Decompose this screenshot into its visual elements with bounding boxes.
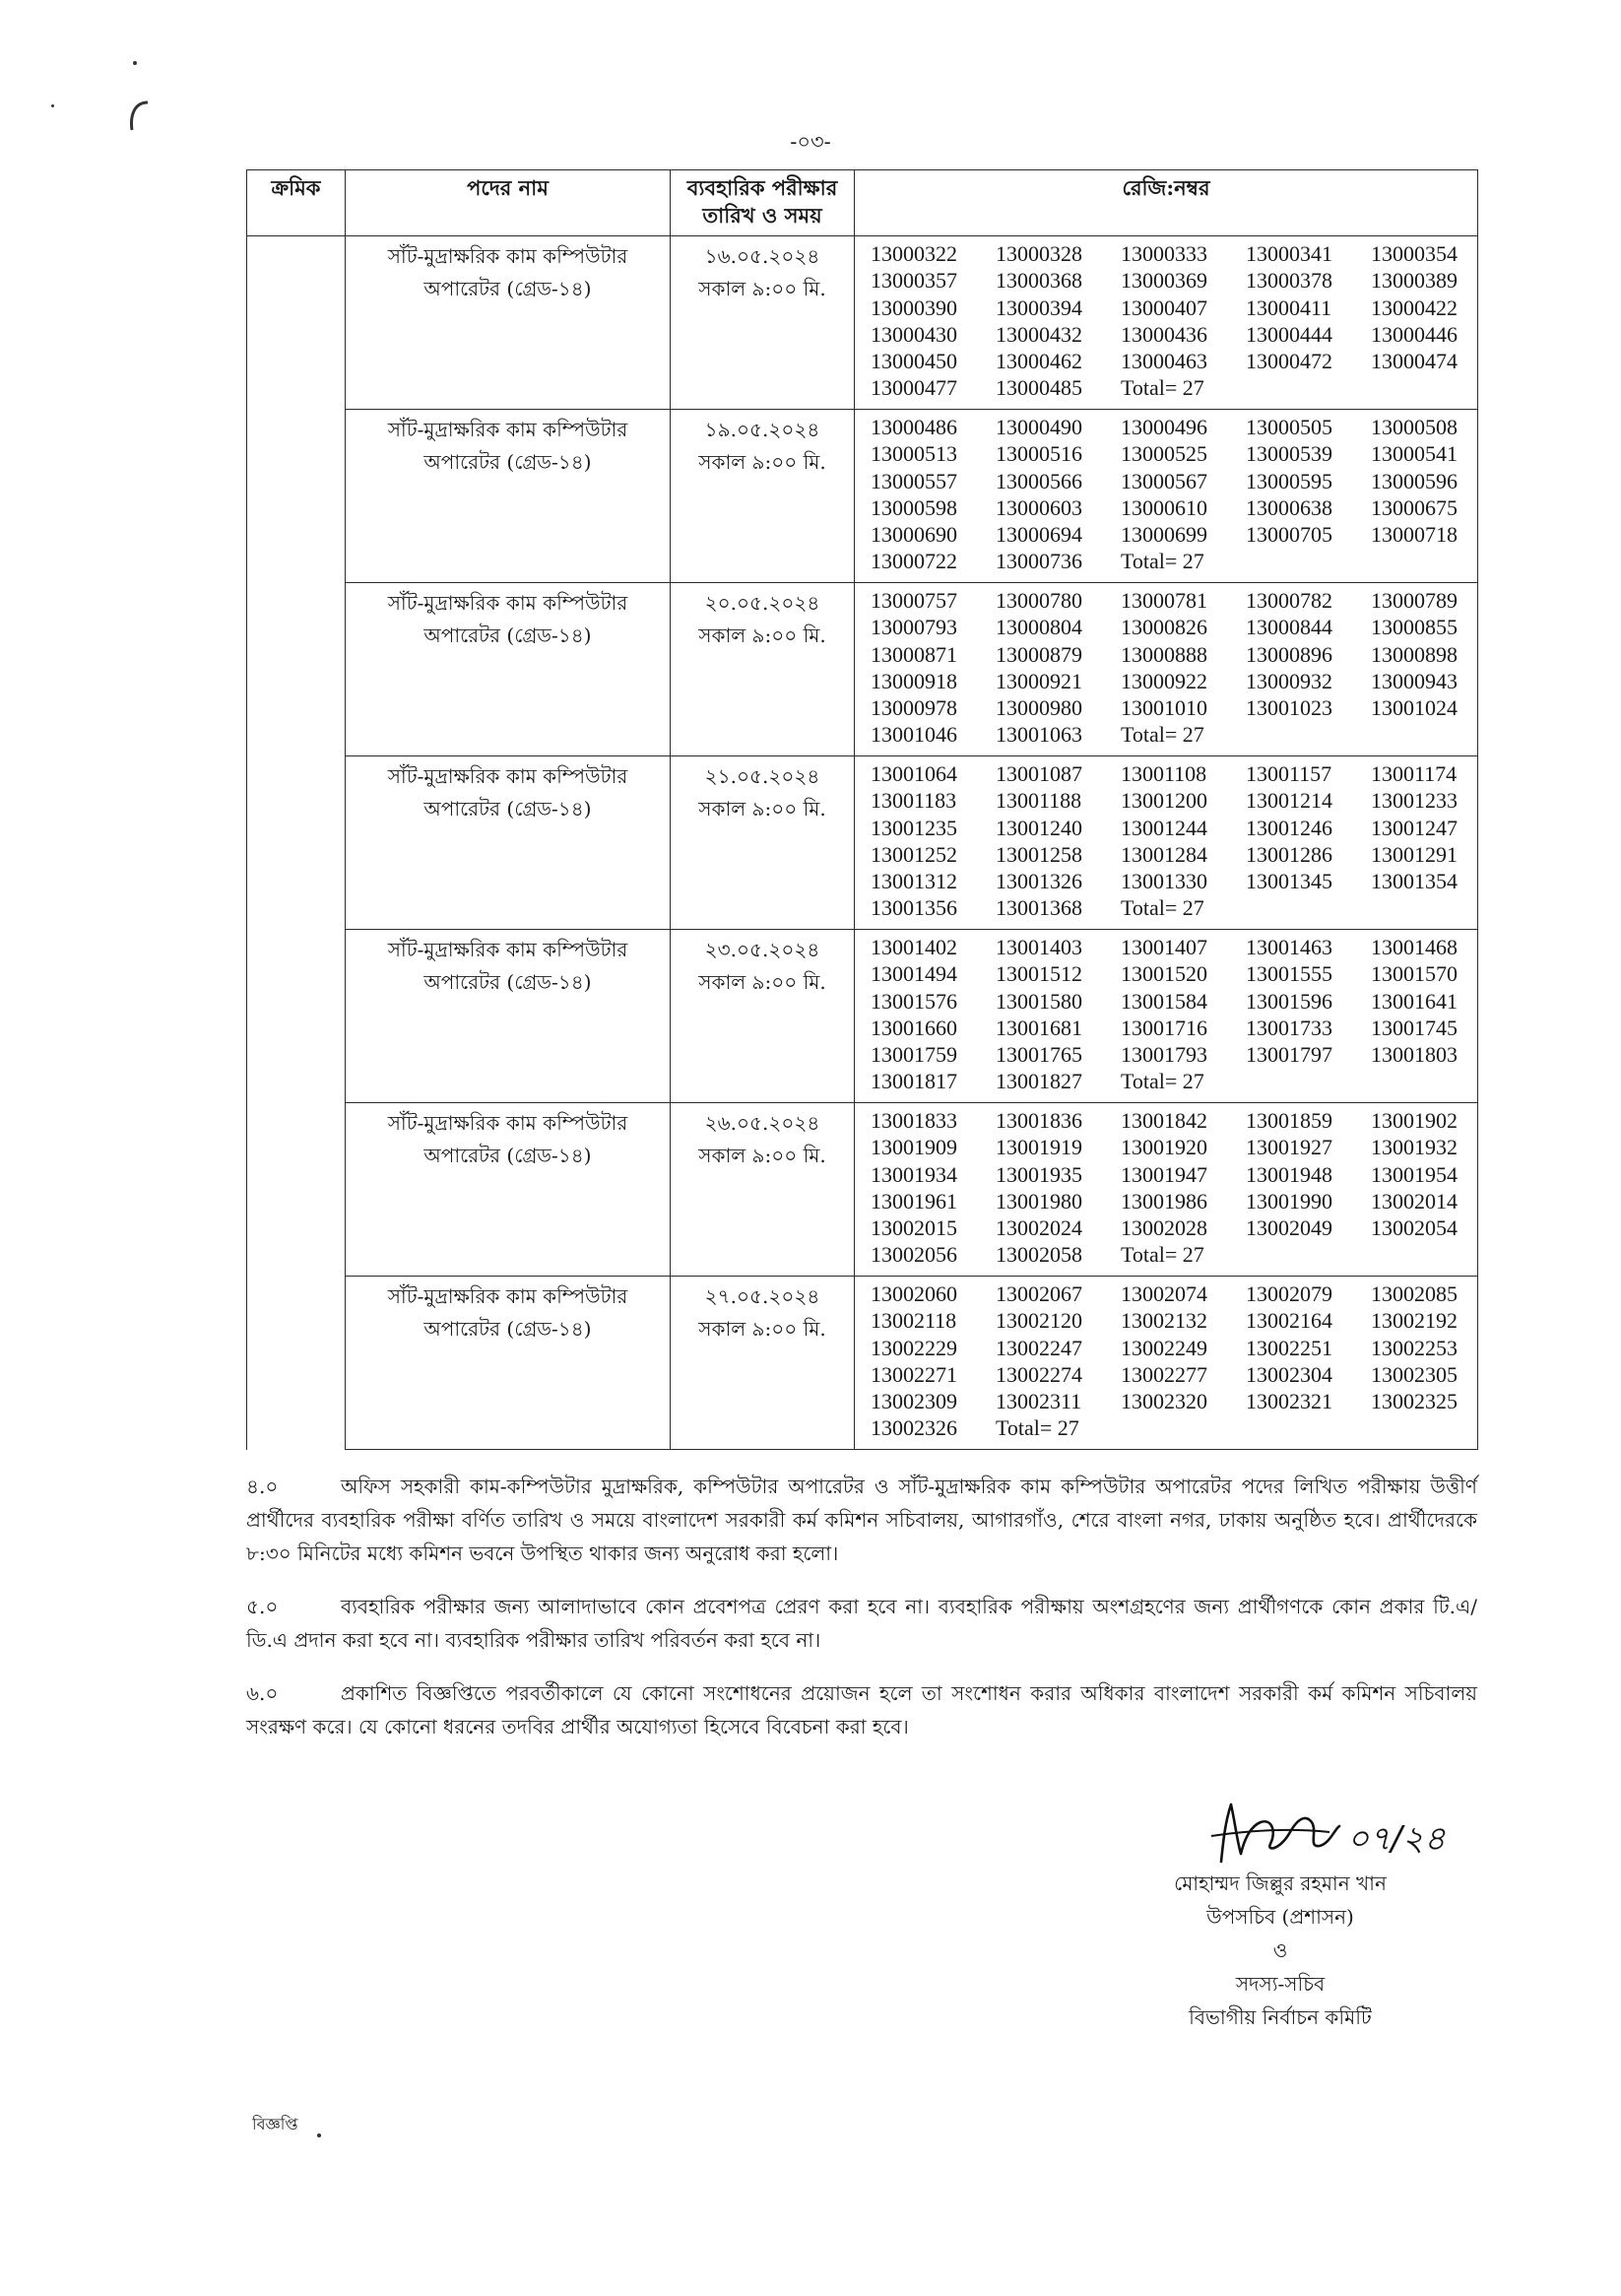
reg-number: 13002079 [1246, 1281, 1332, 1306]
reg-number: 13002271 [871, 1361, 957, 1387]
reg-number: 13001842 [1121, 1108, 1207, 1133]
reg-number: 13000539 [1246, 441, 1332, 467]
reg-number: 13000472 [1246, 349, 1332, 374]
reg-number: 13000394 [996, 295, 1082, 320]
reg-number: 13001252 [871, 841, 957, 867]
reg-number: 13001291 [1371, 841, 1458, 867]
reg-number: 13001246 [1246, 815, 1332, 840]
exam-date-cell [671, 930, 855, 1103]
exam-date-cell [671, 1277, 855, 1450]
signatory-block [1113, 1867, 1448, 2034]
reg-number: 13000888 [1121, 641, 1207, 667]
post-name-line: অপারেটর (গ্রেড-১৪) [423, 1144, 592, 1167]
reg-number: 13000918 [871, 668, 957, 693]
table-row [247, 236, 1478, 410]
table-row [247, 1103, 1478, 1277]
reg-number: 13000780 [996, 588, 1082, 613]
reg-number: 13000826 [1121, 615, 1207, 640]
reg-number: 13002253 [1371, 1335, 1458, 1360]
reg-number: 13001214 [1246, 788, 1332, 814]
signatory-designation: উপসচিব (প্রশাসন) [1206, 1905, 1354, 1929]
reg-number: 13000505 [1246, 415, 1332, 439]
reg-number-grid [855, 1107, 1477, 1269]
reg-number: 13000368 [996, 268, 1082, 294]
paragraph-6 [246, 1676, 1477, 1743]
header-date-line1: ব্যবহারিক পরীক্ষার [686, 175, 838, 200]
reg-number: 13002277 [1121, 1361, 1207, 1387]
reg-number: 13000446 [1371, 321, 1458, 347]
reg-number: 13001286 [1246, 841, 1332, 867]
signatory-name: মোহাম্মদ জিল্লুর রহমান খান [1174, 1871, 1387, 1895]
reg-number: 13000486 [871, 415, 957, 439]
reg-number: 13002321 [1246, 1389, 1332, 1414]
exam-date-cell [671, 583, 855, 756]
post-name-cell [346, 410, 671, 583]
reg-numbers-cell [855, 930, 1478, 1103]
reg-number: 13000333 [1121, 241, 1207, 266]
reg-number: 13000474 [1371, 349, 1458, 374]
reg-number: 13001948 [1246, 1161, 1332, 1187]
reg-number-grid [855, 240, 1477, 402]
header-post: পদের নাম [346, 170, 671, 236]
exam-date: ২৩.০৫.২০২৪ [704, 938, 820, 961]
post-name-cell [346, 1103, 671, 1277]
reg-number: 13000690 [871, 522, 957, 548]
reg-number-grid [855, 414, 1477, 575]
reg-number: 13001947 [1121, 1161, 1207, 1187]
reg-number: 13001803 [1371, 1042, 1458, 1068]
reg-number: 13000879 [996, 641, 1082, 667]
reg-number: 13000516 [996, 441, 1082, 467]
reg-numbers-cell [855, 410, 1478, 583]
reg-number: 13002309 [871, 1389, 957, 1414]
reg-number: 13001681 [996, 1015, 1082, 1040]
post-name-cell [346, 1277, 671, 1450]
reg-number: 13000477 [871, 375, 957, 401]
reg-number: 13001468 [1371, 935, 1458, 959]
reg-number-grid [855, 587, 1477, 749]
exam-date: ২৬.০৫.২০২৪ [704, 1111, 820, 1135]
reg-number: 13001580 [996, 988, 1082, 1014]
page-number: -০৩- [790, 130, 831, 154]
reg-number: 13000782 [1246, 588, 1332, 613]
reg-number: 13001284 [1121, 841, 1207, 867]
reg-number: 13001463 [1246, 935, 1332, 959]
reg-number: 13000328 [996, 241, 1082, 266]
reg-number: 13001087 [996, 761, 1082, 786]
reg-number: 13000598 [871, 494, 957, 520]
post-name-line: অপারেটর (গ্রেড-১৪) [423, 277, 592, 300]
reg-number: 13000508 [1371, 415, 1458, 439]
reg-number: 13000610 [1121, 494, 1207, 520]
reg-number: 13000369 [1121, 268, 1207, 294]
reg-number: 13000462 [996, 349, 1082, 374]
reg-number: 13001520 [1121, 961, 1207, 987]
reg-number-grid [855, 1280, 1477, 1442]
post-name-line: সাঁট-মুদ্রাক্ষরিক কাম কম্পিউটার [387, 938, 628, 961]
reg-number: 13002085 [1371, 1281, 1458, 1306]
reg-number: 13001183 [871, 788, 957, 814]
reg-number: 13001954 [1371, 1161, 1458, 1187]
notes-section [246, 1470, 1477, 1763]
paragraph-4 [246, 1470, 1477, 1570]
post-name-line: অপারেটর (গ্রেড-১৪) [423, 1317, 592, 1341]
paragraph-5 [246, 1590, 1477, 1657]
reg-number: 13000513 [871, 441, 957, 467]
reg-number: 13001980 [996, 1188, 1082, 1214]
post-name-line: অপারেটর (গ্রেড-১৪) [423, 450, 592, 474]
reg-number: 13000722 [871, 549, 957, 574]
reg-number: 13002060 [871, 1281, 957, 1306]
reg-number: 13000921 [996, 668, 1082, 693]
reg-number: 13001046 [871, 722, 957, 748]
table-row [247, 410, 1478, 583]
reg-number: 13000793 [871, 615, 957, 640]
header-date-line2: তারিখ ও সময় [702, 203, 822, 229]
reg-number: 13000932 [1246, 668, 1332, 693]
post-name-cell [346, 583, 671, 756]
exam-date: ১৬.০৫.২০২৪ [704, 244, 820, 268]
reg-number: 13000490 [996, 415, 1082, 439]
reg-number: 13000422 [1371, 295, 1458, 320]
reg-number: 13001188 [996, 788, 1082, 814]
reg-number: 13001174 [1371, 761, 1458, 786]
reg-number: 13002305 [1371, 1361, 1458, 1387]
post-name-cell [346, 930, 671, 1103]
reg-number: 13001330 [1121, 869, 1207, 894]
reg-number: 13000450 [871, 349, 957, 374]
exam-date-cell [671, 756, 855, 930]
post-name-line: অপারেটর (গ্রেড-১৪) [423, 970, 592, 994]
reg-number: 13000603 [996, 494, 1082, 520]
table-row [247, 930, 1478, 1103]
reg-number-grid [855, 760, 1477, 922]
reg-number: 13000757 [871, 588, 957, 613]
reg-number: 13002229 [871, 1335, 957, 1360]
header-serial: ক্রমিক [247, 170, 346, 236]
reg-number: 13000444 [1246, 321, 1332, 347]
reg-number: 13000844 [1246, 615, 1332, 640]
exam-time: সকাল ৯:০০ মি. [698, 1144, 826, 1167]
post-name-cell [346, 756, 671, 930]
exam-time: সকাল ৯:০০ মি. [698, 797, 826, 820]
reg-number: 13001258 [996, 841, 1082, 867]
reg-number: 13002074 [1121, 1281, 1207, 1306]
reg-number: 13001010 [1121, 695, 1207, 721]
reg-number: 13001402 [871, 935, 957, 959]
reg-number: 13001859 [1246, 1108, 1332, 1133]
reg-number: 13001827 [996, 1069, 1082, 1094]
post-name-line: সাঁট-মুদ্রাক্ষরিক কাম কম্পিউটার [387, 591, 628, 615]
reg-number: 13000922 [1121, 668, 1207, 693]
reg-number: 13001836 [996, 1108, 1082, 1133]
reg-numbers-cell [855, 583, 1478, 756]
reg-number: 13001024 [1371, 695, 1458, 721]
reg-number: 13002325 [1371, 1389, 1458, 1414]
reg-number: 13000736 [996, 549, 1082, 574]
exam-date: ২০.০৫.২০২৪ [704, 591, 820, 615]
reg-number: 13000341 [1246, 241, 1332, 266]
exam-time: সকাল ৯:০০ মি. [698, 450, 826, 474]
reg-number: 13001108 [1121, 761, 1207, 786]
paragraph-text: অফিস সহকারী কাম-কম্পিউটার মুদ্রাক্ষরিক, কম্পিউটার অপারেটর ও সাঁট-মুদ্রাক্ষরিক কাম কম্পিউটার অপারেটর পদের লিখিত পরীক্ষায় উত্তীর্ণ প্রার্থীদের ব্যবহারিক পরীক্ষা বর্ণিত তারিখ ও সময়ে বাংলাদেশ সরকারী কর্ম কমিশন সচিবালয়, আগারগাঁও, শেরে বাংলা নগর, ঢাকায় অনুষ্ঠিত হবে। প্রার্থীদেরকে ৮:৩০ মিনিটের মধ্যে কমিশন ভবনে উপস্থিত থাকার জন্য অনুরোধ করা হলো। [246, 1475, 1477, 1565]
reg-number: 13000389 [1371, 268, 1458, 294]
reg-number: 13001247 [1371, 815, 1458, 840]
reg-number: 13000638 [1246, 494, 1332, 520]
reg-number: 13001157 [1246, 761, 1332, 786]
header-date-time [671, 170, 855, 236]
reg-number: 13000541 [1371, 441, 1458, 467]
reg-number: 13000699 [1121, 522, 1207, 548]
reg-number: 13001793 [1121, 1042, 1207, 1068]
table-header-row [247, 170, 1478, 236]
reg-number: 13001023 [1246, 695, 1332, 721]
reg-number: 13002274 [996, 1361, 1082, 1387]
reg-number: 13002028 [1121, 1215, 1207, 1241]
signatory-role: সদস্য-সচিব [1235, 1972, 1326, 1996]
paragraph-text: প্রকাশিত বিজ্ঞপ্তিতে পরবর্তীকালে যে কোনো সংশোধনের প্রয়োজন হলে তা সংশোধন করার অধিকার বাংলাদেশ সরকারী কর্ম কমিশন সচিবালয় সংরক্ষণ করে। যে কোনো ধরনের তদবির প্রার্থীর অযোগ্যতা হিসেবে বিবেচনা করা হবে। [246, 1681, 1477, 1738]
reg-number: 13001909 [871, 1135, 957, 1160]
reg-number: 13002049 [1246, 1215, 1332, 1241]
reg-number: 13001584 [1121, 988, 1207, 1014]
post-name-cell [346, 236, 671, 410]
exam-time: সকাল ৯:০০ মি. [698, 277, 826, 300]
reg-number: 13002249 [1121, 1335, 1207, 1360]
reg-number: 13000871 [871, 641, 957, 667]
reg-number: 13002192 [1371, 1308, 1458, 1334]
reg-number: 13000705 [1246, 522, 1332, 548]
exam-time: সকাল ৯:০০ মি. [698, 970, 826, 994]
reg-number: 13002120 [996, 1308, 1082, 1334]
reg-number: Total= 27 [1121, 722, 1204, 748]
reg-number: 13001990 [1246, 1188, 1332, 1214]
paragraph-number: ৫.০ [246, 1595, 279, 1618]
reg-number: 13000595 [1246, 468, 1332, 493]
reg-number: 13001407 [1121, 935, 1207, 959]
post-name-line: অপারেটর (গ্রেড-১৪) [423, 797, 592, 820]
exam-date: ১৯.০৫.২০২৪ [704, 418, 820, 441]
reg-number: 13001368 [996, 895, 1082, 921]
reg-number: Total= 27 [1121, 549, 1204, 574]
scan-speck [51, 104, 54, 107]
reg-number: 13000789 [1371, 588, 1458, 613]
reg-number: 13000496 [1121, 415, 1207, 439]
reg-number: 13000354 [1371, 241, 1458, 266]
reg-number: 13002251 [1246, 1335, 1332, 1360]
signatory-conjunction: ও [1272, 1938, 1288, 1962]
reg-number: 13001596 [1246, 988, 1332, 1014]
reg-number: 13002118 [871, 1308, 957, 1334]
scan-speck [317, 2133, 321, 2137]
reg-number: 13001354 [1371, 869, 1458, 894]
reg-number: 13001932 [1371, 1135, 1458, 1160]
reg-number: 13000322 [871, 241, 957, 266]
reg-number: 13000596 [1371, 468, 1458, 493]
paragraph-number: ৬.০ [246, 1681, 279, 1705]
reg-number: 13001555 [1246, 961, 1332, 987]
reg-number: Total= 27 [1121, 375, 1204, 401]
registration-table [246, 169, 1478, 1450]
reg-number: Total= 27 [1121, 895, 1204, 921]
signatory-committee: বিভাগীয় নির্বাচন কমিটি [1189, 2005, 1372, 2029]
post-name-line: সাঁট-মুদ্রাক্ষরিক কাম কম্পিউটার [387, 764, 628, 788]
reg-number: 13001765 [996, 1042, 1082, 1068]
table-row [247, 1277, 1478, 1450]
reg-number: 13001233 [1371, 788, 1458, 814]
post-name-line: সাঁট-মুদ্রাক্ষরিক কাম কম্পিউটার [387, 1111, 628, 1135]
exam-date-cell [671, 410, 855, 583]
reg-number: 13001986 [1121, 1188, 1207, 1214]
reg-number: 13000485 [996, 375, 1082, 401]
reg-number: 13000557 [871, 468, 957, 493]
reg-number: 13000804 [996, 615, 1082, 640]
reg-number: 13002054 [1371, 1215, 1458, 1241]
reg-numbers-cell [855, 756, 1478, 930]
reg-numbers-cell [855, 1103, 1478, 1277]
exam-date: ২১.০৫.২০২৪ [704, 764, 820, 788]
reg-number: 13001326 [996, 869, 1082, 894]
reg-number: 13000567 [1121, 468, 1207, 493]
exam-date: ২৭.০৫.২০২৪ [704, 1284, 820, 1308]
reg-number: 13002014 [1371, 1188, 1458, 1214]
reg-number: 13000525 [1121, 441, 1207, 467]
reg-numbers-cell [855, 236, 1478, 410]
reg-number: 13000407 [1121, 295, 1207, 320]
reg-number: 13000943 [1371, 668, 1458, 693]
reg-number: 13001345 [1246, 869, 1332, 894]
exam-time: সকাল ৯:০০ মি. [698, 623, 826, 647]
post-name-line: সাঁট-মুদ্রাক্ষরিক কাম কম্পিউটার [387, 418, 628, 441]
paragraph-number: ৪.০ [246, 1475, 279, 1498]
scan-speck [133, 61, 137, 65]
reg-number: 13001833 [871, 1108, 957, 1133]
reg-number: 13001063 [996, 722, 1082, 748]
reg-number: 13002024 [996, 1215, 1082, 1241]
reg-number: 13000718 [1371, 522, 1458, 548]
reg-number: 13000896 [1246, 641, 1332, 667]
reg-number: 13002132 [1121, 1308, 1207, 1334]
reg-number: 13001797 [1246, 1042, 1332, 1068]
reg-number: 13002311 [996, 1389, 1082, 1414]
table-row [247, 756, 1478, 930]
reg-number: 13001716 [1121, 1015, 1207, 1040]
reg-number: Total= 27 [1121, 1069, 1204, 1094]
reg-number: 13000675 [1371, 494, 1458, 520]
reg-number: 13000781 [1121, 588, 1207, 613]
paragraph-text: ব্যবহারিক পরীক্ষার জন্য আলাদাভাবে কোন প্রবেশপত্র প্রেরণ করা হবে না। ব্যবহারিক পরীক্ষায় অংশগ্রহণের জন্য প্রার্থীগণকে কোন প্রকার টি.এ/ডি.এ প্রদান করা হবে না। ব্যবহারিক পরীক্ষার তারিখ পরিবর্তন করা হবে না। [246, 1595, 1477, 1652]
reg-number: 13002304 [1246, 1361, 1332, 1387]
header-reg: রেজি:নম্বর [855, 170, 1478, 236]
serial-cell [247, 236, 346, 1450]
reg-number: 13000855 [1371, 615, 1458, 640]
reg-number: 13001240 [996, 815, 1082, 840]
reg-number: 13000411 [1246, 295, 1332, 320]
reg-number: 13002326 [871, 1415, 957, 1441]
reg-number: 13001934 [871, 1161, 957, 1187]
reg-number: Total= 27 [1121, 1242, 1204, 1268]
reg-number: 13001403 [996, 935, 1082, 959]
reg-number: 13000436 [1121, 321, 1207, 347]
reg-number: 13000980 [996, 695, 1082, 721]
post-name-line: অপারেটর (গ্রেড-১৪) [423, 623, 592, 647]
reg-number: 13002056 [871, 1242, 957, 1268]
reg-number: 13001064 [871, 761, 957, 786]
post-name-line: সাঁট-মুদ্রাক্ষরিক কাম কম্পিউটার [387, 1284, 628, 1308]
post-name-line: সাঁট-মুদ্রাক্ষরিক কাম কম্পিউটার [387, 244, 628, 268]
reg-number: 13001200 [1121, 788, 1207, 814]
reg-number: 13002015 [871, 1215, 957, 1241]
reg-number: 13001494 [871, 961, 957, 987]
exam-time: সকাল ৯:০০ মি. [698, 1317, 826, 1341]
reg-number: 13002247 [996, 1335, 1082, 1360]
reg-number: 13001733 [1246, 1015, 1332, 1040]
reg-number: 13001745 [1371, 1015, 1458, 1040]
reg-number: 13001961 [871, 1188, 957, 1214]
reg-number: 13002058 [996, 1242, 1082, 1268]
reg-number: 13001935 [996, 1161, 1082, 1187]
reg-number: 13001920 [1121, 1135, 1207, 1160]
reg-number: 13001817 [871, 1069, 957, 1094]
reg-number: 13000694 [996, 522, 1082, 548]
reg-number: 13002320 [1121, 1389, 1207, 1414]
reg-number: 13001641 [1371, 988, 1458, 1014]
reg-number: 13001759 [871, 1042, 957, 1068]
reg-number: 13000978 [871, 695, 957, 721]
reg-number: 13001244 [1121, 815, 1207, 840]
reg-number: 13002067 [996, 1281, 1082, 1306]
reg-number: 13001919 [996, 1135, 1082, 1160]
table-row [247, 583, 1478, 756]
reg-number: 13001570 [1371, 961, 1458, 987]
reg-number: 13000357 [871, 268, 957, 294]
reg-number: 13000430 [871, 321, 957, 347]
reg-number: 13001312 [871, 869, 957, 894]
signature [1182, 1793, 1487, 1871]
reg-number: 13000378 [1246, 268, 1332, 294]
reg-numbers-cell [855, 1277, 1478, 1450]
reg-number: Total= 27 [996, 1415, 1079, 1441]
exam-date-cell [671, 1103, 855, 1277]
reg-number: 13001902 [1371, 1108, 1458, 1133]
reg-number: 13001512 [996, 961, 1082, 987]
footer-label: বিজ্ঞপ্তি [252, 2115, 298, 2133]
reg-number: 13001927 [1246, 1135, 1332, 1160]
reg-number: 13001576 [871, 988, 957, 1014]
reg-number: 13001235 [871, 815, 957, 840]
reg-number: 13001660 [871, 1015, 957, 1040]
reg-number: 13000390 [871, 295, 957, 320]
reg-number: 13001356 [871, 895, 957, 921]
reg-number: 13000432 [996, 321, 1082, 347]
reg-number: 13000463 [1121, 349, 1207, 374]
reg-number-grid [855, 934, 1477, 1095]
signature-date: ০৭/২৪ [1347, 1819, 1446, 1859]
exam-date-cell [671, 236, 855, 410]
reg-number: 13002164 [1246, 1308, 1332, 1334]
reg-number: 13000898 [1371, 641, 1458, 667]
reg-number: 13000566 [996, 468, 1082, 493]
